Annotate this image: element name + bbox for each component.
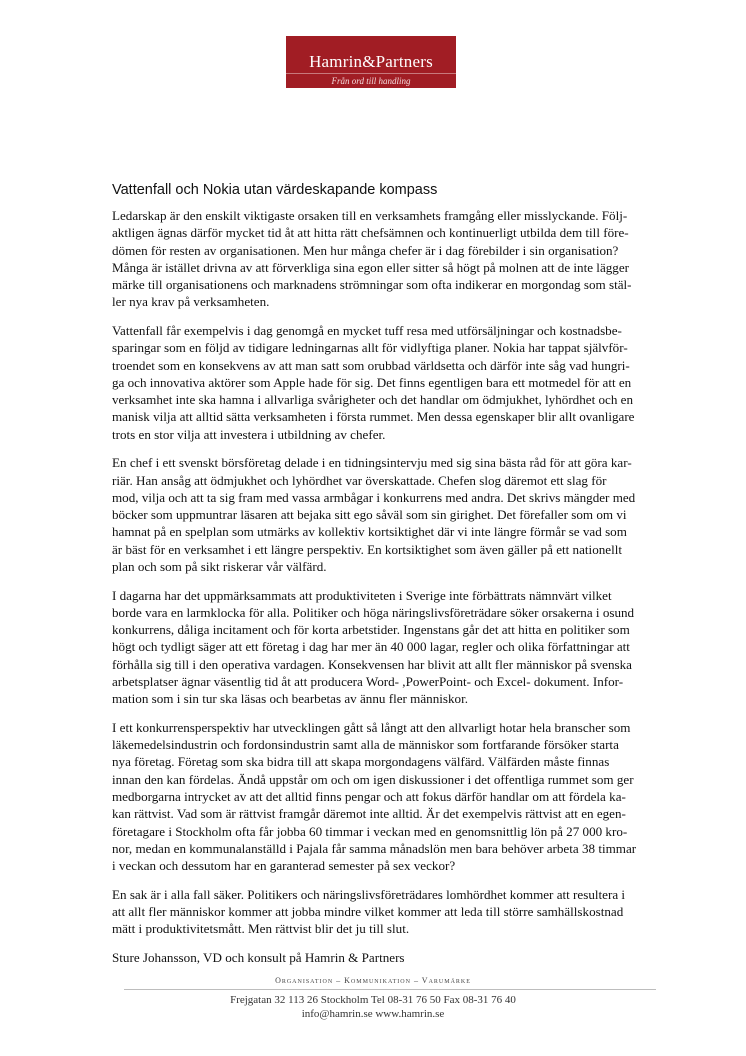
article-title: Vattenfall och Nokia utan värdeskapande kompass <box>112 182 438 198</box>
footer-contact: info@hamrin.se www.hamrin.se <box>301 1008 445 1020</box>
paragraph-5: I ett konkurrensperspektiv har utvecklingen gått så långt att den allvarligt hotar hela branscher som läkemedelsindustrin och fordonsindustrin samt alla de människor som fortfarande försöker starta nya företag. Företag som ska bidra till att skapa morgondagens välfärd. Välfärden måste finnas innan den kan fördelas. Ändå uppstår om och om igen diskussioner i det offentliga rummet som ger medborgarna intrycket av att det alltid finns pengar och att fokus därför handlar om att fördela ka- kan rättvist. Vad som är rättvist framgår däremot inte alltid. Är det exempelvis rättvist att en egen- företagare i Stockholm ofta får jobba 60 timmar i veckan med en genomsnittlig lön på 27 000 kro- nor, medan en kommunalanställd i Pajala får samma månadslön men bara behöver arbeta 38 timmar i veckan och dessutom har en garanterad semester på sex veckor? <box>112 719 637 874</box>
company-logo <box>286 36 456 88</box>
footer-org-line: Organisation – Kommunikation – Varumärke <box>275 976 471 985</box>
logo-tagline: Från ord till handling <box>331 76 411 86</box>
paragraph-3: En chef i ett svenskt börsföretag delade i en tidningsintervju med sig sina bästa råd för att göra kar- riär. Han ansåg att ödmjukhet och lyhördhet var överskattade. Chefen slog däremot ett slag för mod, vilja och att ta sig fram med vassa armbågar i konkurrens med andra. Det skrivs mängder med böcker som uppmuntrar läsaren att bejaka sitt ego såväl som sin girighet. Det förefaller som om vi hamnat på en spelplan som utmärks av kollektiv kortsiktighet där vi inte längre förmår se vad som är bäst för en verksamhet i ett längre perspektiv. En kortsiktighet som även gäller på ett nationellt plan och som på sikt riskerar vår välfärd. <box>112 455 636 575</box>
paragraph-6: En sak är i alla fall säker. Politikers och näringslivsföreträdares lomhördhet kommer att resultera i att allt fler människor kommer att jobba mindre vilket kommer att leda till större samhällskostnad mätt i produktivitetsmått. Men rättvist blir det ju till slut. <box>112 886 626 937</box>
paragraph-1: Ledarskap är den enskilt viktigaste orsaken till en verksamhets framgång eller misslyckande. Följ- aktligen ägnas därför mycket tid åt att hitta rätt chefsämnen och kontinuerligt utbilda dem till före- dömen för resten av organisationen. Men hur många chefer är i dag förebilder i sin organisation? Många är istället drivna av att förverkliga sina egon eller sitter så högt på molnen att de inte lägger märke till organisationens och marknadens strömningar som ofta indikerar en morgondag som stäl- ler nya krav på verksamheten. <box>112 208 632 310</box>
footer-divider <box>124 989 656 990</box>
footer-address: Frejgatan 32 113 26 Stockholm Tel 08-31 76 50 Fax 08-31 76 40 <box>230 994 516 1006</box>
author-signature: Sture Johansson, VD och konsult på Hamrin & Partners <box>112 949 405 965</box>
logo-divider <box>286 73 456 74</box>
article-body <box>112 207 642 977</box>
paragraph-4: I dagarna har det uppmärksammats att produktiviteten i Sverige inte förbättrats nämnvärt vilket borde vara en larmklocka för alla. Politiker och höga näringslivsföreträdare söker orsakerna i osund konkurrens, dåliga incitament och för korta arbetstider. Ingenstans går det att hitta en politiker som högt och tydligt säger att ett företag i dag har mer än 40 000 lagar, regler och olika författningar att förhålla sig till i den operativa vardagen. Konsekvensen har blivit att allt fler människor på svenska arbetsplatser ägnar väsentlig tid åt att producera Word- ,PowerPoint- och Excel- dokument. Infor- mation som i sin tur ska läsas och bearbetas av ännu fler människor. <box>112 587 635 707</box>
logo-name: Hamrin&Partners <box>309 52 433 71</box>
paragraph-2: Vattenfall får exempelvis i dag genomgå en mycket tuff resa med utförsäljningar och kostnadsbe- sparingar som en följd av tidigare ledningarnas allt för vidlyftiga planer. Nokia har tappat självför- troendet som en konsekvens av att man satt som orubbad världsetta och därför inte såg vad hungri- ga och innovativa aktörer som Apple hade för sig. Det finns egentligen bara ett motmedel för att en verksamhet inte ska hamna i allvarliga svårigheter och det handlar om ödmjukhet, lyhördhet och en manisk vilja att alltid sätta verksamheten i första rummet. Men dessa egenskaper blir allt ovanligare trots en stor vilja att investera i utbildning av chefer. <box>112 322 635 442</box>
